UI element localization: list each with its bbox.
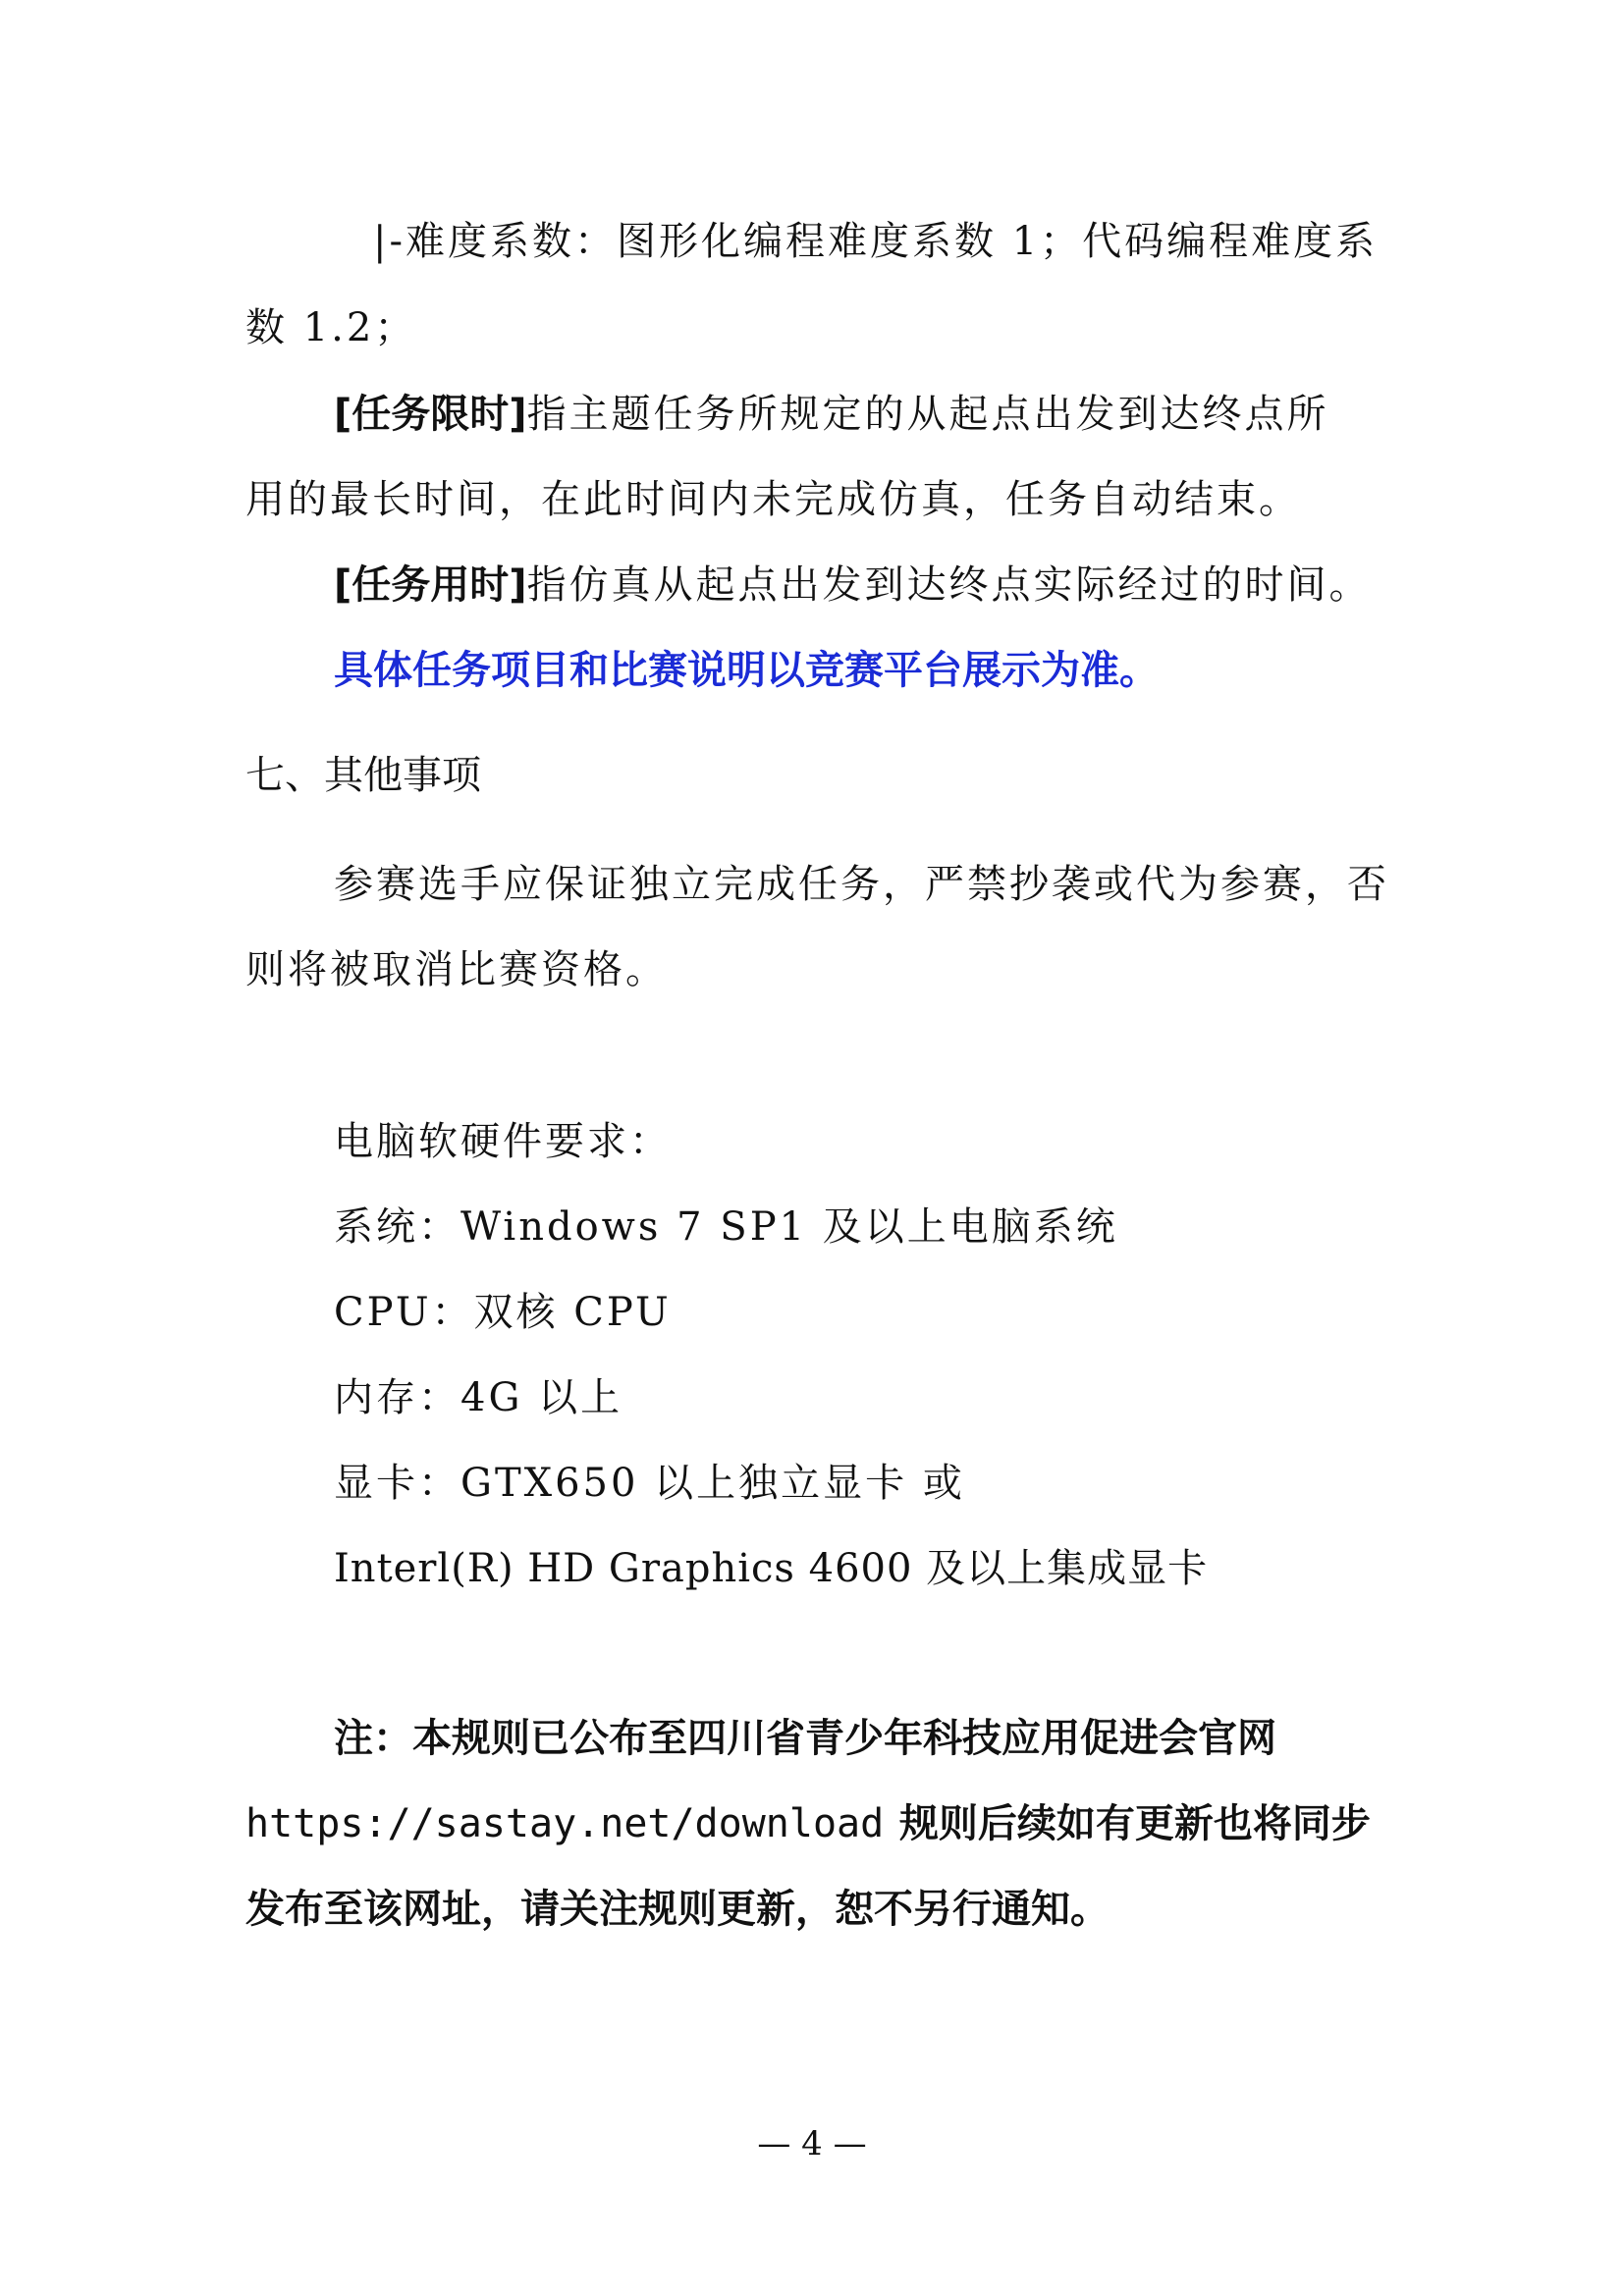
notice-line-3: 发布至该网址，请关注规则更新，恕不另行通知。: [245, 1887, 1110, 1932]
time-limit-text: 指主题任务所规定的从起点出发到达终点所: [526, 392, 1329, 437]
download-link[interactable]: https://sastay.net/download: [245, 1801, 885, 1846]
notice-line-2: [245, 1796, 1371, 1851]
notice-line-2-text: 规则后续如有更新也将同步: [898, 1801, 1371, 1846]
difficulty-line-1: [373, 214, 1416, 269]
time-used-term: [任务用时]: [334, 562, 527, 608]
section-body-line-2: 则将被取消比赛资格。: [245, 947, 668, 992]
requirement-cpu: CPU：双核 CPU: [334, 1290, 672, 1335]
notice-line-1: 注：本规则已公布至四川省青少年科技应用促进会官网: [334, 1716, 1276, 1761]
difficulty-text-1: |-难度系数：图形化编程难度系数 1；代码编程难度系: [373, 219, 1379, 264]
requirement-gpu-1: 显卡：GTX650 以上独立显卡 或: [334, 1461, 965, 1506]
requirements-title: 电脑软硬件要求：: [334, 1119, 672, 1164]
page-number: — 4 —: [757, 2124, 867, 2163]
platform-note: 具体任务项目和比赛说明以竞赛平台展示为准。: [334, 648, 1159, 693]
time-limit-term: [任务限时]: [334, 392, 527, 437]
time-used-line: [334, 558, 1372, 613]
time-limit-line-1: [334, 387, 1329, 442]
section-body-line-1: 参赛选手应保证独立完成任务，严禁抄袭或代为参赛，否: [334, 862, 1389, 907]
difficulty-line-2: 数 1.2；: [245, 305, 417, 350]
requirement-system: 系统：Windows 7 SP1 及以上电脑系统: [334, 1204, 1118, 1250]
requirement-gpu-2: Interl(R) HD Graphics 4600 及以上集成显卡: [334, 1546, 1209, 1591]
requirement-memory: 内存：4G 以上: [334, 1375, 623, 1420]
time-used-text: 指仿真从起点出发到达终点实际经过的时间。: [526, 562, 1372, 608]
time-limit-line-2: 用的最长时间，在此时间内未完成仿真，任务自动结束。: [245, 477, 1301, 522]
section-heading: 七、其他事项: [245, 753, 481, 798]
